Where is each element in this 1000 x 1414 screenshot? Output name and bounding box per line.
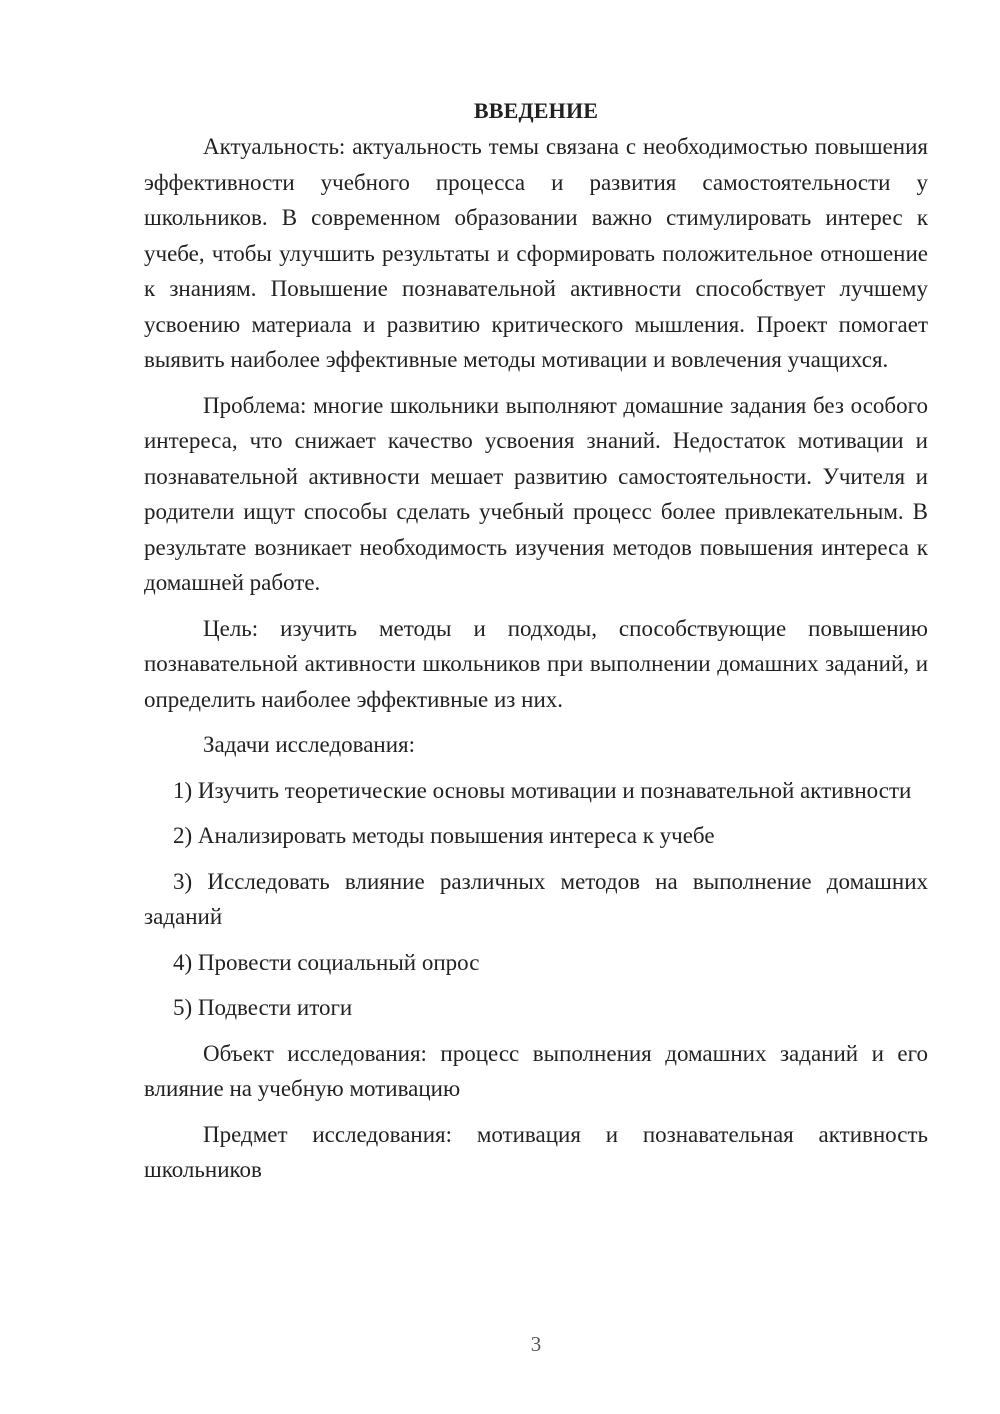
task-item-1: 1) Изучить теоретические основы мотивации и познавательной активности bbox=[173, 777, 912, 803]
paragraph-tasks-heading: Задачи исследования: bbox=[203, 732, 416, 757]
page-title: ВВЕДЕНИЕ bbox=[473, 98, 599, 123]
paragraph-problem: Проблема: многие школьники выполняют домашние задания без особого интереса, что снижает качество усвоения знаний. Недостаток мотивации и познавательной активности мешает развитию самостоятельности. Учителя и родители ищут способы сделать учебный процесс более привлекательным. В результате возникает необходимость изучения методов повышения интереса к домашней работе. bbox=[144, 392, 928, 595]
paragraph-object: Объект исследования: процесс выполнения домашних заданий и его влияние на учебную мотивацию bbox=[144, 1040, 928, 1101]
paragraph-subject: Предмет исследования: мотивация и познавательная активность школьников bbox=[144, 1121, 928, 1182]
task-item-5: 5) Подвести итоги bbox=[173, 995, 353, 1020]
paragraph-goal: Цель: изучить методы и подходы, способствующие повышению познавательной активности школьников при выполнении домашних заданий, и определить наиболее эффективные из них. bbox=[144, 615, 928, 712]
page-content bbox=[144, 93, 928, 1198]
task-item-3: 3) Исследовать влияние различных методов на выполнение домашних заданий bbox=[144, 868, 928, 929]
paragraph-relevance: Актуальность: актуальность темы связана с необходимостью повышения эффективности учебного процесса и развития самостоятельности у школьников. В современном образовании важно стимулировать интерес к учебе, чтобы улучшить результаты и сформировать положительное отношение к знаниям. Повышение познавательной активности способствует лучшему усвоению материала и развитию критического мышления. Проект помогает выявить наиболее эффективные методы мотивации и вовлечения учащихся. bbox=[144, 134, 928, 372]
page-number: 3 bbox=[530, 1332, 542, 1356]
task-item-4: 4) Провести социальный опрос bbox=[173, 949, 480, 975]
task-item-2: 2) Анализировать методы повышения интереса к учебе bbox=[173, 823, 715, 848]
